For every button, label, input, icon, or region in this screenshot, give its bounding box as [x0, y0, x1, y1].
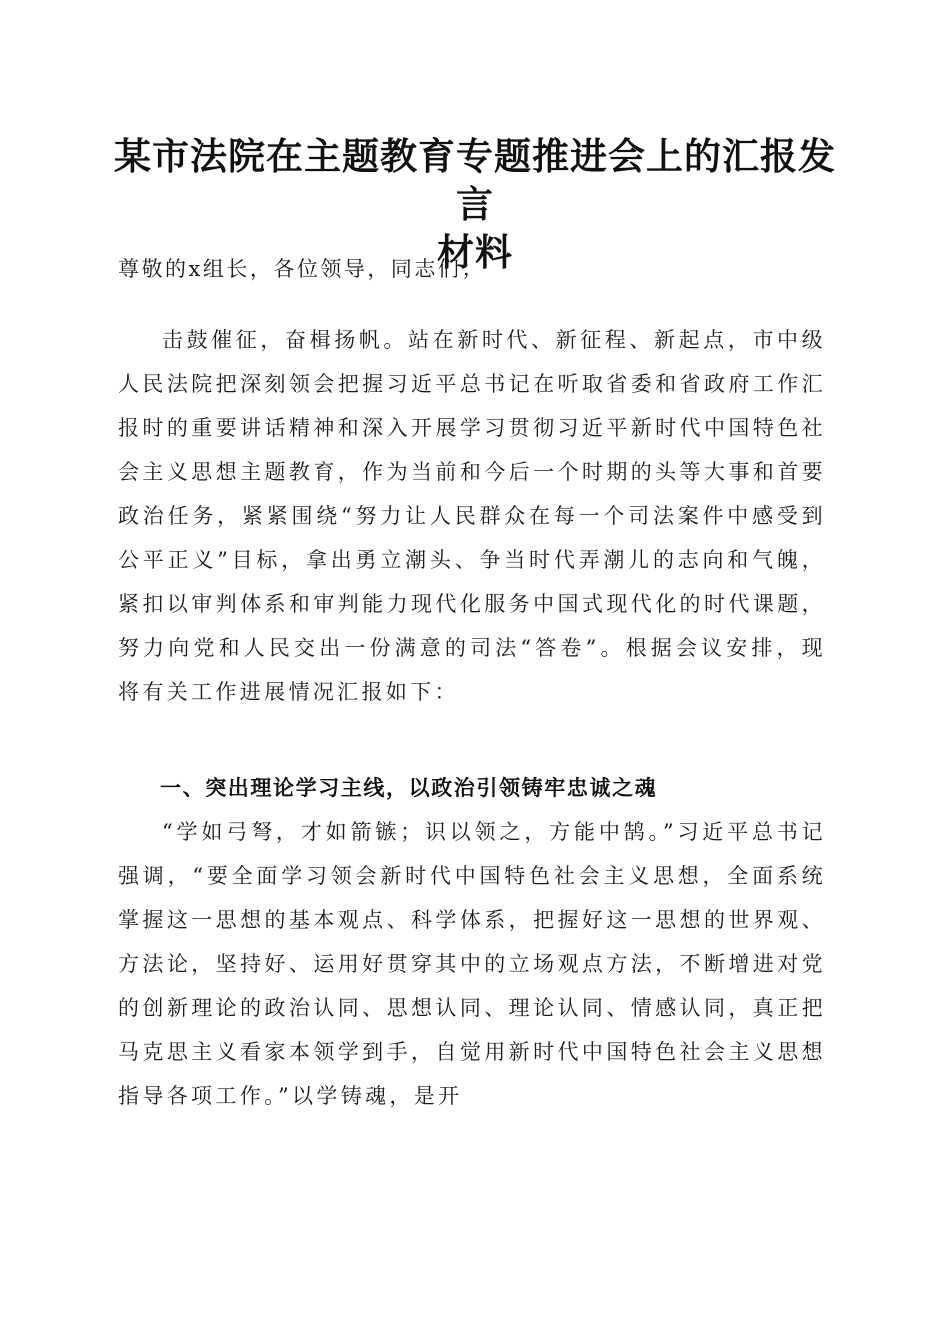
- title-line-2: 材料: [437, 230, 513, 274]
- paragraph-1: 击鼓催征，奋楫扬帆。站在新时代、新征程、新起点，市中级人民法院把深刻领会把握习近平总书记在听取省委和省政府工作汇报时的重要讲话精神和深入开展学习贯彻习近平新时代中国特色社会主义思想主题教育，作为当前和今后一个时期的头等大事和首要政治任务，紧紧围绕“努力让人民群众在每一个司法案件中感受到公平正义”目标，拿出勇立潮头、争当时代弄潮儿的志向和气魄，紧扣以审判体系和审判能力现代化服务中国式现代化的时代课题，努力向党和人民交出一份满意的司法“答卷”。根据会议安排，现将有关工作进展情况汇报如下：: [118, 328, 826, 704]
- section-heading-1: 一、突出理论学习主线，以政治引领铸牢忠诚之魂: [160, 776, 658, 800]
- paragraph-2: “学如弓弩，才如箭镞；识以领之，方能中鹄。”习近平总书记强调，“要全面学习领会新时代中国特色社会主义思想，全面系统掌握这一思想的基本观点、科学体系，把握好这一思想的世界观、方法论，坚持好、运用好贯穿其中的立场观点方法，不断增进对党的创新理论的政治认同、思想认同、理论认同、情感认同，真正把马克思主义看家本领学到手，自觉用新时代中国特色社会主义思想指导各项工作。”以学铸魂，是开: [118, 820, 826, 1108]
- title-line-1: 某市法院在主题教育专题推进会上的汇报发言: [114, 134, 836, 226]
- salutation: 尊敬的x组长，各位领导，同志们；: [118, 257, 485, 281]
